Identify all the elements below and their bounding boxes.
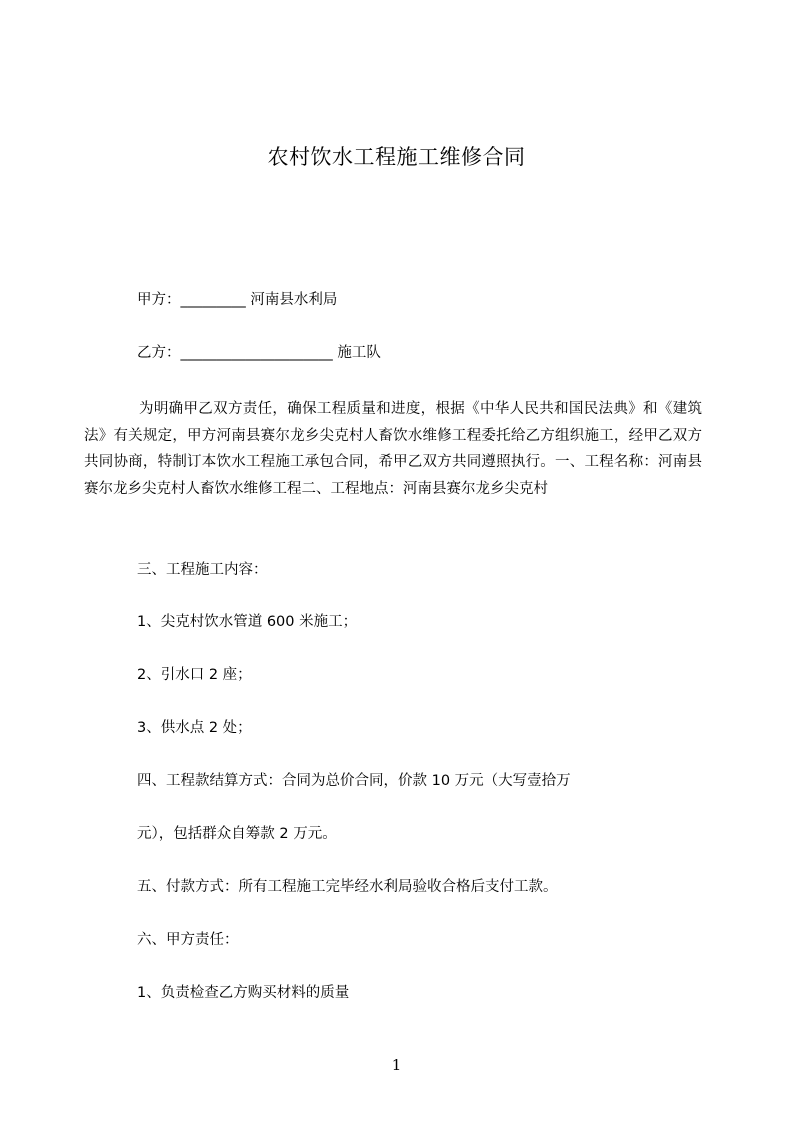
section-6-heading: 六、甲方责任： xyxy=(137,932,239,948)
section-5: 五、付款方式：所有工程施工完毕经水利局验收合格后支付工款。 xyxy=(137,879,558,895)
section-3-heading: 三、工程施工内容： xyxy=(137,562,268,578)
intro-paragraph: 为明确甲乙双方责任，确保工程质量和进度，根据《中华人民共和国民法典》和《建筑法》有关规定，甲方河南县赛尔龙乡尖克村人畜饮水维修工程委托给乙方组织施工，经甲乙双方共同协商，特制订本饮水工程施工承包合同，希甲乙双方共同遵照执行。一、工程名称：河南县赛尔龙乡尖克村人畜饮水维修工程二、工程地点：河南县赛尔龙乡尖克村 xyxy=(84,401,702,498)
party-a-line: 甲方：_________ 河南县水利局 xyxy=(137,292,338,308)
party-b-line: 乙方：_____________________ 施工队 xyxy=(137,345,381,361)
section-4-line-1: 四、工程款结算方式：合同为总价合同，价款 10 万元（大写壹拾万 xyxy=(137,773,571,789)
section-4-line-2: 元），包括群众自筹款 2 万元。 xyxy=(137,826,337,842)
item-1: 1、尖克村饮水管道 600 米施工； xyxy=(137,614,358,630)
document-title: 农村饮水工程施工维修合同 xyxy=(267,145,526,169)
item-2: 2、引水口 2 座； xyxy=(137,667,252,683)
section-6-item-1: 1、负责检查乙方购买材料的质量 xyxy=(137,985,350,1001)
item-3: 3、供水点 2 处； xyxy=(137,720,252,736)
page-number: 1 xyxy=(391,1056,402,1074)
